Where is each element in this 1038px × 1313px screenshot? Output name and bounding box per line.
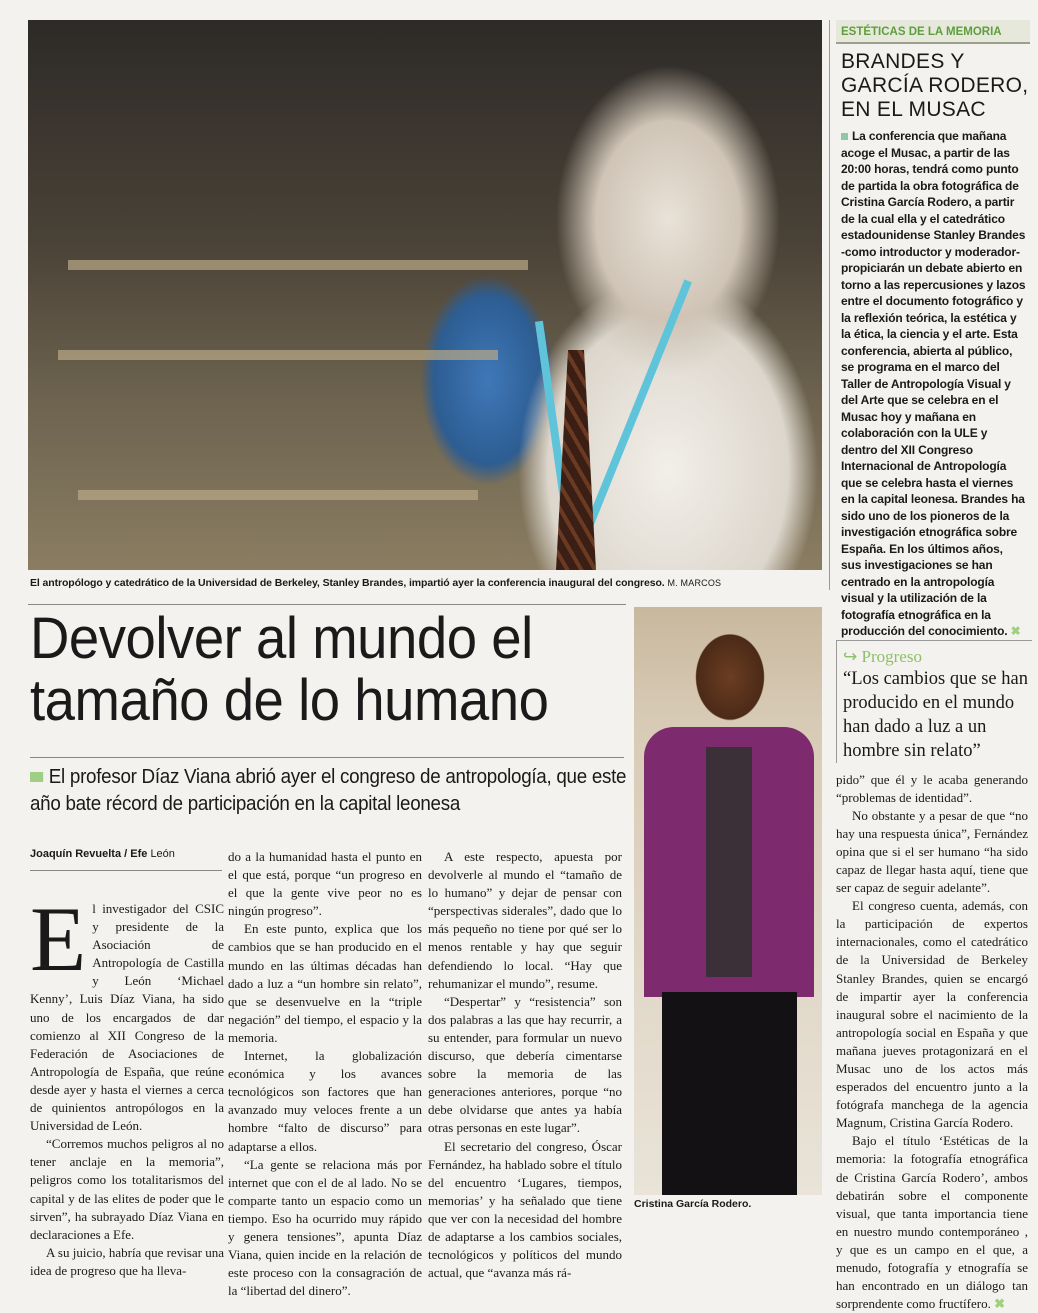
paragraph: A su juicio, habría que revisar una idea de progreso que ha lleva- <box>30 1244 224 1280</box>
sidebar-section-tag: ESTÉTICAS DE LA MEMORIA <box>836 20 1030 44</box>
divider <box>28 604 626 605</box>
headline-line: Devolver al mundo el <box>30 608 548 670</box>
bullet-icon <box>30 772 43 782</box>
title-line: BRANDES Y <box>841 50 1030 74</box>
paragraph: “Despertar” y “resistencia” son dos palabras a las que hay recurrir, a su entender, para formular un nuevo discurso, que debería cimentarse sobre la memoria de las generaciones anteriores, porque “no debe olvidarse que antes ya había otras personas en este lugar”. <box>428 993 622 1138</box>
paragraph: pido” que él y le acaba generando “problemas de identidad”. <box>836 771 1028 807</box>
divider <box>30 870 222 871</box>
paragraph: El secretario del congreso, Óscar Fernández, ha hablado sobre el título del encuentro ‘Lugares, tiempos, memorias’ y ha señalado que tiene que ver con la necesidad del hombre de adaptarse a los cambios sociales, tecnológicos y políticos del mundo actual, que “avanza más rá- <box>428 1138 622 1283</box>
subtitle-text: El profesor Díaz Viana abrió ayer el congreso de antropología, que este año bate récord de participación en la capital leonesa <box>30 766 626 815</box>
byline <box>30 848 175 860</box>
paragraph: “La gente se relaciona más por internet que con el de al lado. No se comparte tanto un espacio como un tiempo. Eso ha ocurrido muy rápido y genera tensiones”, apunta Díaz Viana, quien incide en la relación de este proceso con la consagración de la “libertad del dinero”. <box>228 1156 422 1301</box>
photo-credit: M. MARCOS <box>667 578 721 588</box>
pull-quote <box>836 640 1032 763</box>
divider <box>30 757 624 758</box>
headline-line: tamaño de lo humano <box>30 670 548 732</box>
title-line: GARCÍA RODERO, <box>841 74 1030 98</box>
sidebar-body <box>836 128 1026 640</box>
byline-place: León <box>150 848 174 860</box>
photo-cristina-garcia-rodero <box>634 607 822 1195</box>
paragraph: “Corremos muchos peligros al no tener anclaje en la memoria”, peligros como los totalitarismos del capital y de las elites de poder que le sirven”, ha subrayado Díaz Viana en declaraciones a Efe. <box>30 1135 224 1244</box>
paragraph: A este respecto, apuesta por devolverle al mundo el “tamaño de lo humano” y dejar de pensar con “perspectivas siderales”, dado que lo más pequeño no tiene por qué ser lo menos rentable y hay que seguir defendiendo lo local. “Hay que rehumanizar el mundo”, resume. <box>428 848 622 993</box>
end-mark-icon: ✖ <box>1011 624 1021 638</box>
byline-author: Joaquín Revuelta / Efe <box>30 848 147 860</box>
divider <box>829 20 830 590</box>
article-column-2 <box>228 848 422 1300</box>
paragraph: Bajo el título ‘Estéticas de la memoria: la fotografía etnográfica de Cristina García Rodero’, ambos debatirán sobre el componente visual, que tanta importancia tiene en nuestro mundo contemporáneo , y que es un campo en el que, a menudo, fotografía y etnografía se han encontrado en un diálogo tan sorprendente como fructífero. <box>836 1133 1028 1311</box>
sidebar-title <box>841 50 1030 122</box>
arrow-icon: ↪ <box>843 647 862 666</box>
sidebar-lead: La conferencia <box>852 129 935 143</box>
caption-text: El antropólogo y catedrático de la Universidad de Berkeley, Stanley Brandes, impartió ayer la conferencia inaugural del congreso. <box>30 577 665 589</box>
end-mark-icon: ✖ <box>994 1296 1005 1311</box>
paragraph: No obstante y a pesar de que “no hay una respuesta única”, Fernández opina que si el ser humano “ha sido capaz de llegar hasta aquí, tiene que ser capaz de seguir adelante”. <box>836 807 1028 897</box>
photo-caption: Cristina García Rodero. <box>634 1198 751 1210</box>
article-column-3 <box>428 848 622 1282</box>
paragraph: l investigador del CSIC y presidente de la Asociación de Antropología de Castilla y León ‘Michael Kenny’, Luis Díaz Viana, ha sido uno de los encargados de dar comienzo al XII Congreso de la Federación de Asociaciones de Antropología de España, que reúne desde ayer y hasta el viernes a cerca de quinientos antropólogos en la Universidad de León. <box>30 901 224 1133</box>
sidebar-box <box>836 20 1030 640</box>
quote-tag-text: Progreso <box>862 647 922 666</box>
paragraph: do a la humanidad hasta el punto en el que está, porque “un progreso en el que la gente vive peor no es ningún progreso”. <box>228 848 422 920</box>
bullet-square-icon <box>841 133 848 140</box>
quote-text: “Los cambios que se han producido en el mundo han dado a luz a un hombre sin relato” <box>843 667 1032 763</box>
quote-tag <box>843 647 1032 667</box>
paragraph: Internet, la globalización económica y los avances tecnológicos son factores que han avanzado muy veloces frente a un hombre “falto de discurso” para adaptarse a ellos. <box>228 1047 422 1156</box>
article-column-4 <box>836 771 1028 1313</box>
right-column <box>836 20 1030 1313</box>
sidebar-text: que mañana acoge el Musac, a partir de las 20:00 horas, tendrá como punto de partida la obra fotográfica de Cristina García Rodero, a partir de la cual ella y el catedrático estadounidense Stanley Brandes -como introductor y moderador- propiciarán un debate abierto en torno a las repercusiones y lazos entre el documento fotográfico y la reflexión teórica, la estética y la ética, la ciencia y el arte. Esta conferencia, abierta al público, se programa en el marco del Taller de Antropología Visual y del Arte que se celebra en el Musac hoy y mañana en colaboración con la ULE y dentro del XII Congreso Internacional de Antropología que se celebra hasta el viernes en la capital leonesa. Brandes ha sido uno de los pioneros de la investigación etnográfica sobre España. En los últimos años, sus investigaciones se han centrado en la antropología visual y la utilización de la fotografía etnográfica en la producción del conocimiento. <box>841 129 1025 638</box>
article-column-1 <box>30 900 224 1280</box>
paragraph: El congreso cuenta, además, con la participación de expertos internacionales, como el catedrático de la Universidad de Berkeley Stanley Brandes, quien se encargó de impartir ayer la conferencia inaugural sobre el nacimiento de la antropología social en España y que mañana jueves protagonizará en el Musac uno de los actos más esperados del encuentro junto a la fotógrafa manchega de la agencia Magnum, Cristina García Rodero. <box>836 897 1028 1132</box>
photo-caption <box>30 577 820 589</box>
drop-cap: E <box>30 904 86 976</box>
paragraph: En este punto, explica que los cambios que se han producido en el mundo en las últimas décadas han dado a luz a “un hombre sin relato”, que se desenvuelve en la “triple negación” del tiempo, el espacio y la memoria. <box>228 920 422 1047</box>
title-line: EN EL MUSAC <box>841 98 1030 122</box>
photo-stanley-brandes <box>28 20 822 570</box>
subtitle <box>30 764 630 818</box>
headline <box>30 608 548 732</box>
